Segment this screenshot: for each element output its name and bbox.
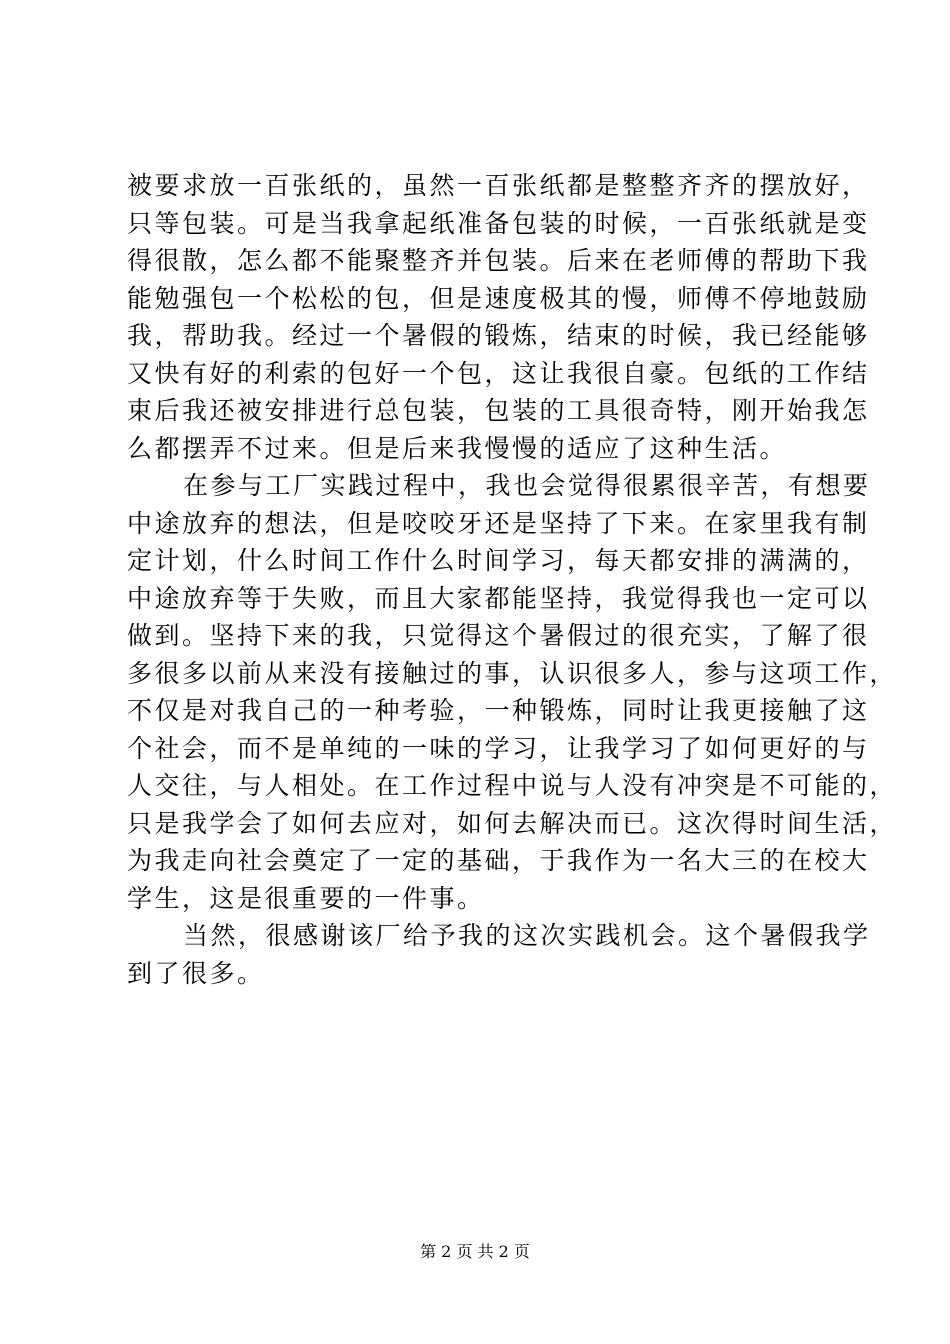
text-line: 不仅是对我自己的一种考验，一种锻炼，同时让我更接触了这 <box>127 696 870 725</box>
paragraph-start-line: 当然，很感谢该厂给予我的这次实践机会。这个暑假我学 <box>183 921 871 950</box>
text-line: 中途放弃的想法，但是咬咬牙还是坚持了下来。在家里我有制 <box>127 508 870 538</box>
text-line: 中途放弃等于失败，而且大家都能坚持，我觉得我也一定可以 <box>127 583 870 613</box>
text-line: 只是我学会了如何去应对，如何去解决而已。这次得时间生活， <box>127 808 898 838</box>
text-line: 个社会，而不是单纯的一味的学习，让我学习了如何更好的与 <box>127 733 870 763</box>
text-line: 为我走向社会奠定了一定的基础，于我作为一名大三的在校大 <box>127 846 870 875</box>
text-line: 定计划，什么时间工作什么时间学习，每天都安排的满满的， <box>127 546 870 575</box>
page-footer <box>0 1240 950 1264</box>
text-line: 做到。坚持下来的我，只觉得这个暑假过的很充实，了解了很 <box>127 621 870 650</box>
text-line: 被要求放一百张纸的，虽然一百张纸都是整整齐齐的摆放好， <box>127 171 870 200</box>
body-text <box>127 167 898 992</box>
text-line: 多很多以前从来没有接触过的事，认识很多人，参与这项工作， <box>127 658 898 688</box>
text-line: 又快有好的利索的包好一个包，这让我很自豪。包纸的工作结 <box>127 358 870 388</box>
text-line: 只等包装。可是当我拿起纸准备包装的时候，一百张纸就是变 <box>127 208 870 238</box>
text-line: 到了很多。 <box>127 958 265 988</box>
paragraph-start-line: 在参与工厂实践过程中，我也会觉得很累很辛苦，有想要 <box>183 471 871 500</box>
text-line: 能勉强包一个松松的包，但是速度极其的慢，师傅不停地鼓励 <box>127 283 870 313</box>
page-number: 第 2 页 共 2 页 <box>420 1242 530 1261</box>
text-line: 束后我还被安排进行总包装，包装的工具很奇特，刚开始我怎 <box>127 396 870 425</box>
text-line: 人交往，与人相处。在工作过程中说与人没有冲突是不可能的， <box>127 771 898 800</box>
text-line: 我，帮助我。经过一个暑假的锻炼，结束的时候，我已经能够 <box>127 321 870 350</box>
text-line: 得很散，怎么都不能聚整齐并包装。后来在老师傅的帮助下我 <box>127 246 870 275</box>
text-line: 学生，这是很重要的一件事。 <box>127 883 485 913</box>
text-line: 么都摆弄不过来。但是后来我慢慢的适应了这种生活。 <box>127 433 788 463</box>
